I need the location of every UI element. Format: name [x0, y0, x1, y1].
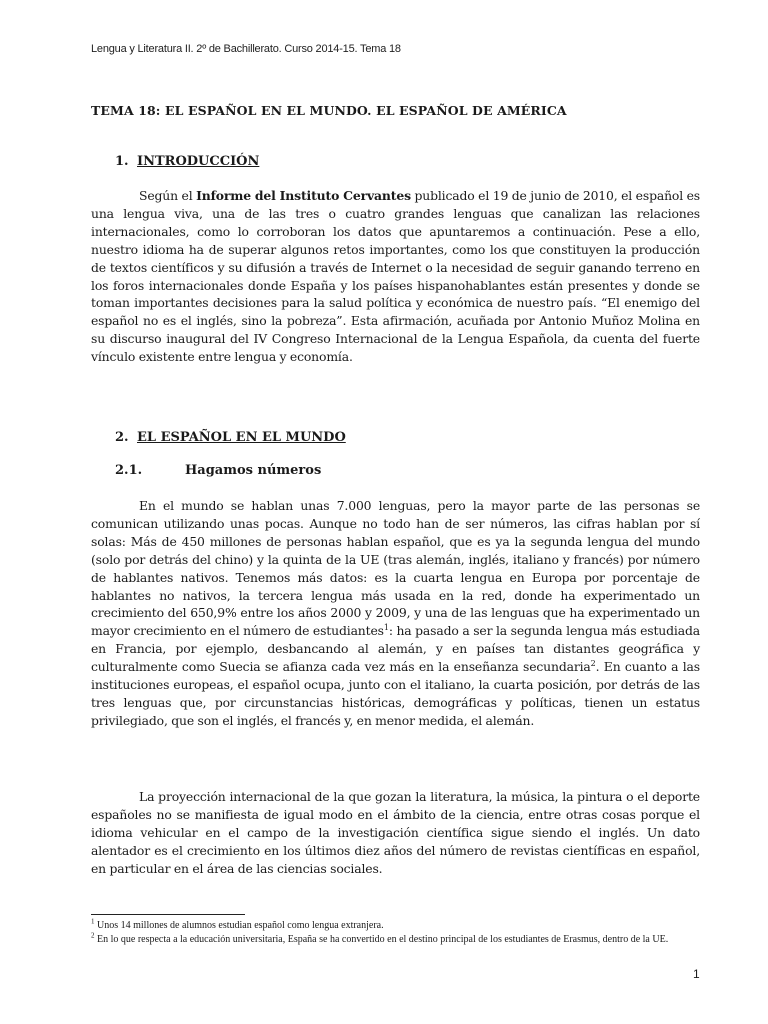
paragraph-text: . En cuanto a las instituciones europeas, el español ocupa, junto con el italiano, la cuarta posición, por detrás de las tres lenguas que, por circunstancias históricas, demográficas y políticas, tienen un estatus privilegiado, que son el inglés, el francés y, en menor medida, el alemán.: [91, 659, 700, 728]
footnote-mark: 1: [91, 917, 95, 926]
section-number: 1.: [115, 154, 129, 169]
document-title: TEMA 18: EL ESPAÑOL EN EL MUNDO. EL ESPAÑOL DE AMÉRICA: [91, 103, 567, 118]
page-number: 1: [693, 967, 700, 981]
footnote-2: [91, 933, 711, 947]
subsection-title: Hagamos números: [185, 463, 322, 478]
section-heading-espanol-mundo: [115, 430, 346, 445]
section-title: INTRODUCCIÓN: [137, 154, 260, 169]
subsection-heading-hagamos-numeros: [115, 463, 321, 478]
section-title: EL ESPAÑOL EN EL MUNDO: [137, 430, 346, 445]
running-head: Lengua y Literatura II. 2º de Bachillerato. Curso 2014-15. Tema 18: [91, 43, 401, 55]
paragraph-text: En el mundo se hablan unas 7.000 lenguas, pero la mayor parte de las personas se comunican utilizando unas pocas. Aunque no todo han de ser números, las cifras hablan por sí solas: Más de 450 millones de personas hablan español, que es ya la segunda lengua del mundo (solo por detrás del chino) y la quinta de la UE (tras alemán, inglés, italiano y francés) por número de hablantes nativos. Tenemos más datos: es la cuarta lengua en Europa por porcentaje de hablantes no nativos, la tercera lengua más usada en la red, donde ha experimentado un crecimiento del 650,9% entre los años 2000 y 2009, y una de las lenguas que ha experimentado un mayor crecimiento en el número de estudiantes: [91, 498, 700, 639]
paragraph-hagamos-numeros: [91, 497, 700, 730]
footnote-separator: [91, 914, 245, 915]
paragraph-text: La proyección internacional de la que gozan la literatura, la música, la pintura o el deporte españoles no se manifiesta de igual modo en el ámbito de la ciencia, entre otras cosas porque el idioma vehicular en el campo de la investigación científica sigue siendo el inglés. Un dato alentador es el crecimiento en los últimos diez años del número de revistas científicas en español, en particular en el área de las ciencias sociales.: [91, 789, 700, 876]
footnote-ref[interactable]: 1: [383, 623, 389, 633]
footnote-mark: 2: [91, 931, 95, 940]
section-heading-introduccion: [115, 154, 259, 169]
footnote-1: [91, 919, 711, 933]
paragraph-text: publicado el 19 de junio de 2010, el español es una lengua viva, una de las tres o cuatro grandes lenguas que canalizan las relaciones internacionales, como lo corroboran los datos que apuntaremos a continuación. Pese a ello, nuestro idioma ha de superar algunos retos importantes, como los que constituyen la producción de textos científicos y su difusión a través de Internet o la necesidad de seguir ganando terreno en los foros internacionales donde España y los países hispanohablantes están presentes y donde se toman importantes decisiones para la salud política y económica de nuestro país. “El enemigo del español no es el inglés, sino la pobreza”. Esta afirmación, acuñada por Antonio Muñoz Molina en su discurso inaugural del IV Congreso Internacional de la Lengua Española, da cuenta del fuerte vínculo existente entre lengua y economía.: [91, 188, 700, 365]
footnote-text: En lo que respecta a la educación universitaria, España se ha convertido en el destino principal de los estudiantes de Erasmus, dentro de la UE.: [94, 934, 669, 945]
footnote-ref[interactable]: 2: [590, 659, 596, 669]
paragraph-introduccion: [91, 187, 700, 366]
section-number: 2.: [115, 430, 129, 445]
paragraph-text: Según el: [139, 188, 197, 203]
paragraph-proyeccion: [91, 788, 700, 878]
footnote-text: Unos 14 millones de alumnos estudian español como lengua extranjera.: [94, 920, 384, 931]
paragraph-text: : ha pasado a ser la segunda lengua más estudiada en Francia, por ejemplo, desbancando al alemán, y en países tan distantes geográfica y culturalmente como Suecia se afianza cada vez más en la enseñanza secundaria: [91, 623, 700, 675]
subsection-number: 2.1.: [115, 463, 143, 478]
bold-reference: Informe del Instituto Cervantes: [196, 188, 411, 203]
